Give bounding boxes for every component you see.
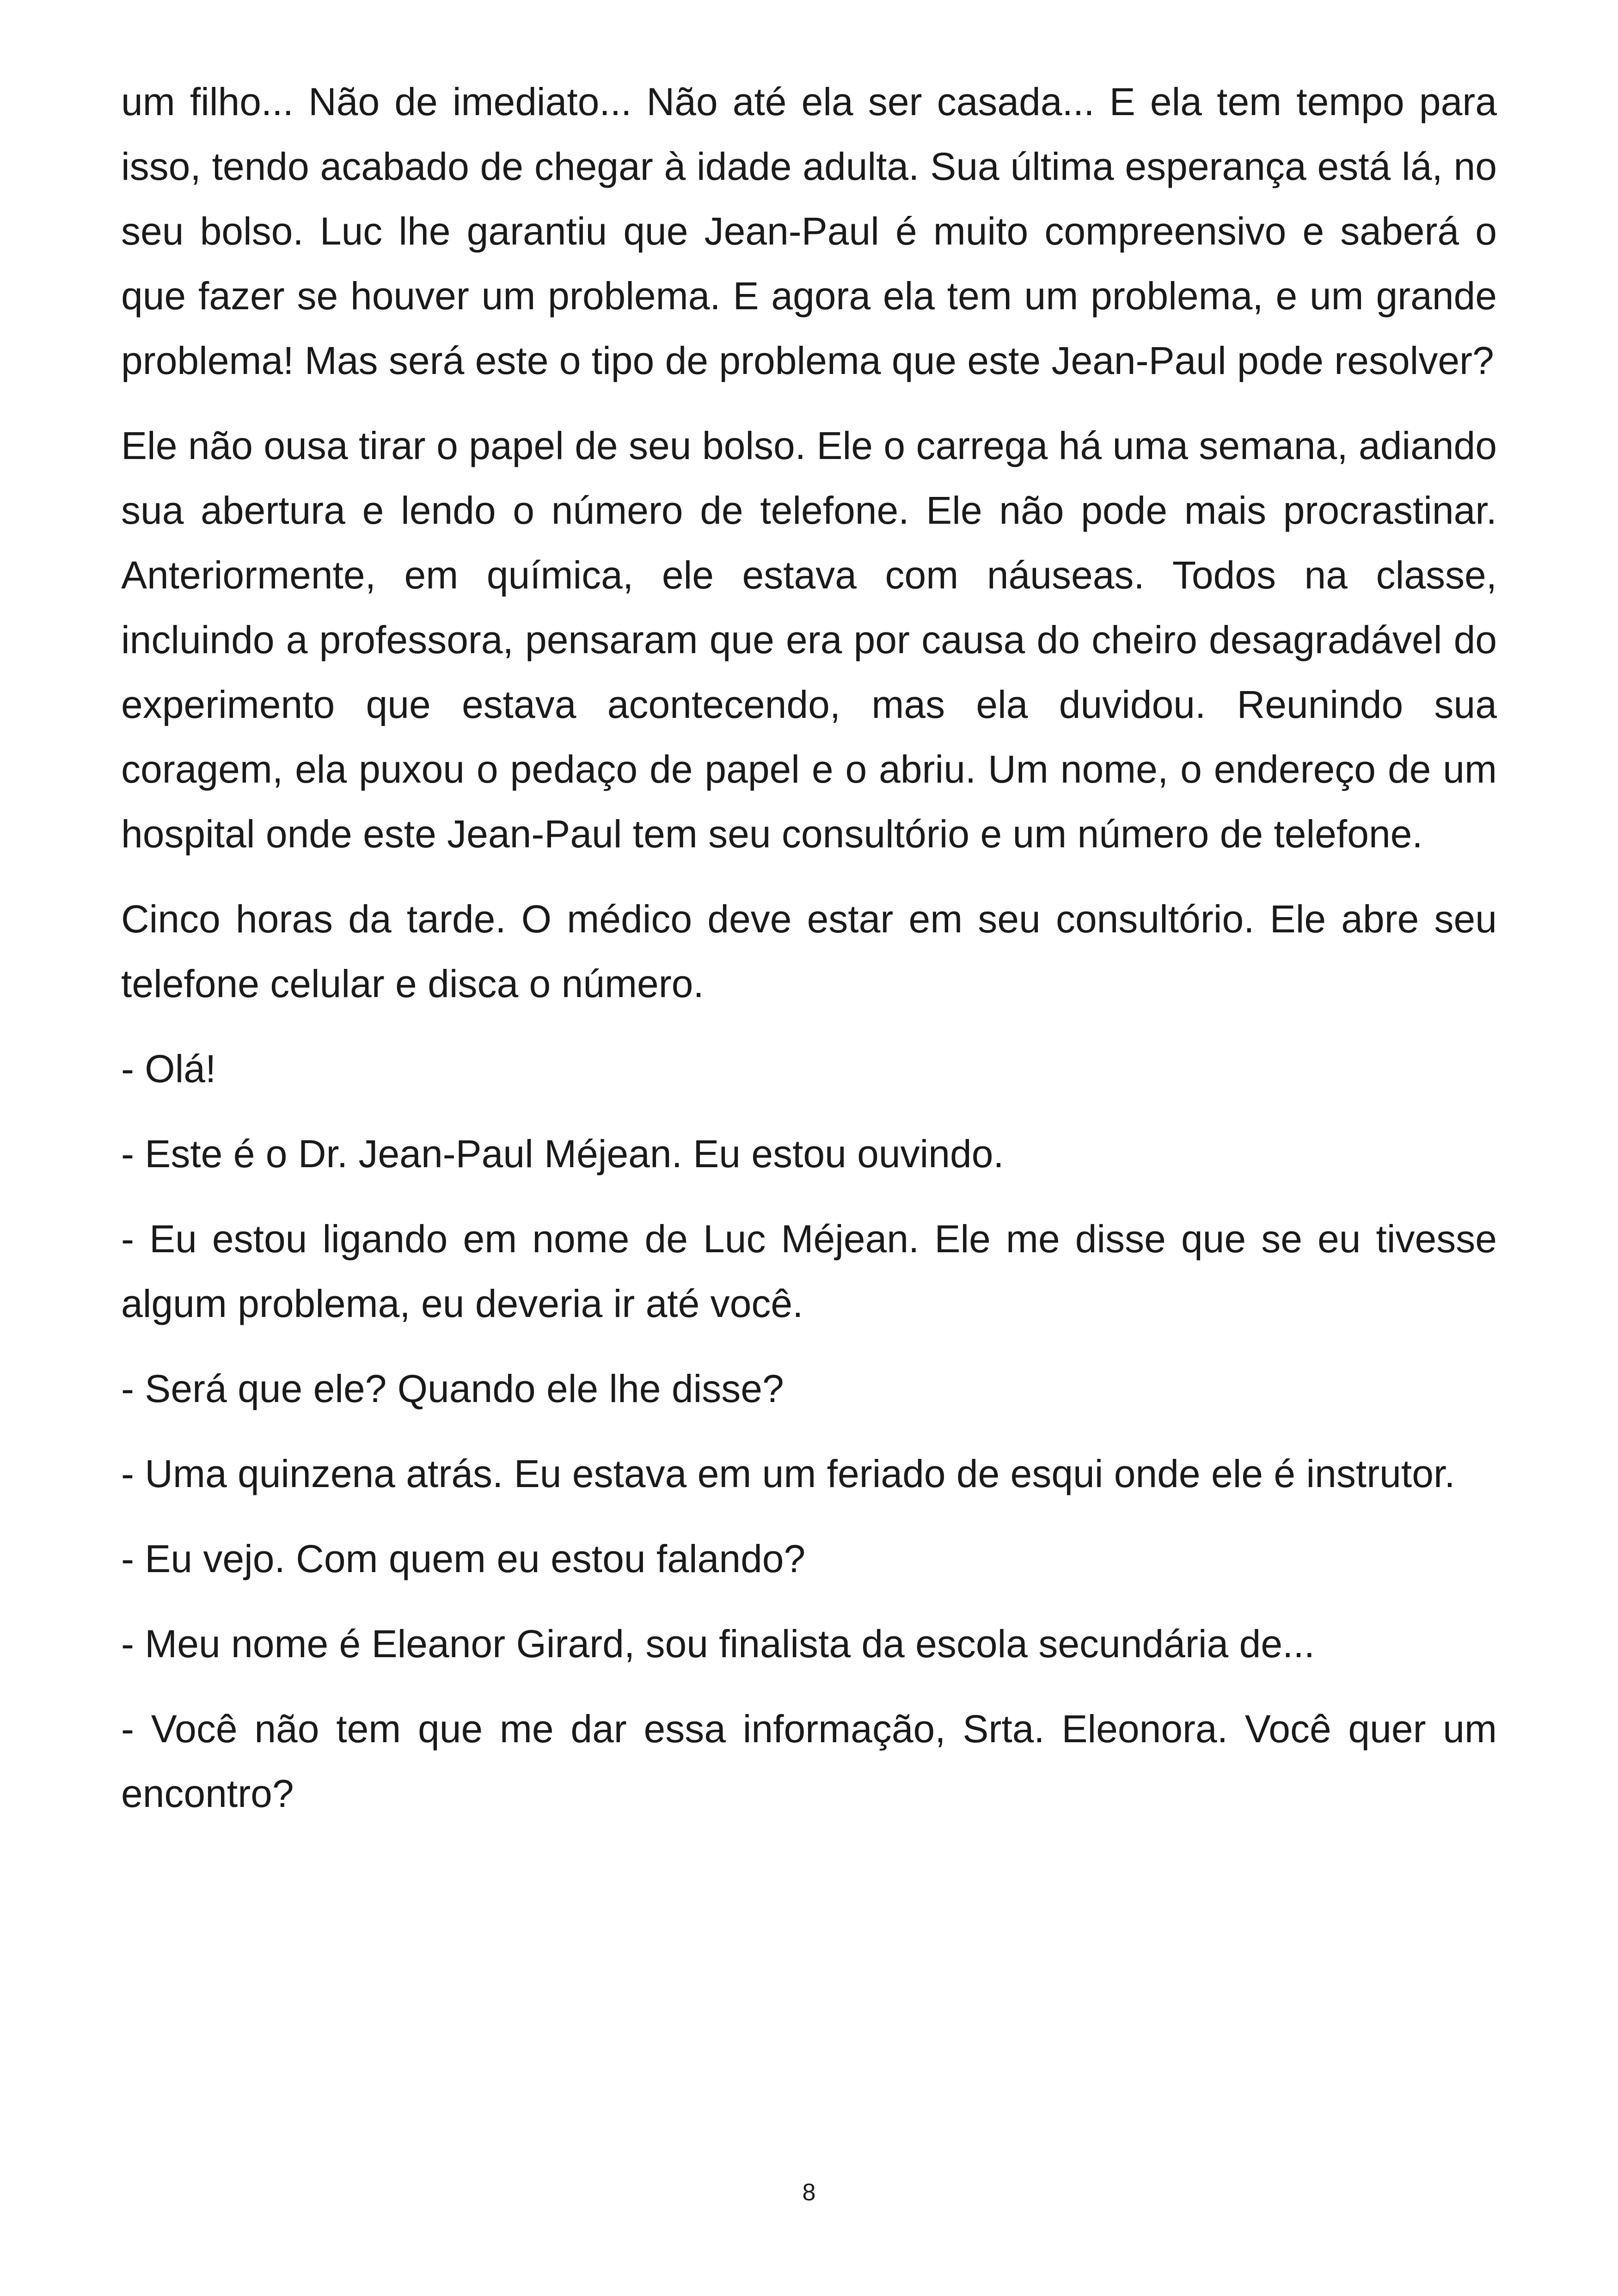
dialogue-line: - Meu nome é Eleanor Girard, sou finalista da escola secundária de... xyxy=(121,1622,1315,1665)
dialogue-line: - Olá! xyxy=(121,1047,216,1090)
dialogue-line: - Será que ele? Quando ele lhe disse? xyxy=(121,1367,784,1410)
paragraph: um filho... Não de imediato... Não até ela ser casada... E ela tem tempo para isso, tendo acabado de chegar à idade adulta. Sua última esperança está lá, no seu bolso. Luc lhe garantiu que Jean-Paul é muito compreensivo e saberá o que fazer se houver um problema. E agora ela tem um problema, e um grande problema! Mas será este o tipo de problema que este Jean-Paul pode resolver? xyxy=(121,80,1497,382)
paragraph: Cinco horas da tarde. O médico deve estar em seu consultório. Ele abre seu telefone celular e disca o número. xyxy=(121,897,1497,1005)
page-number: 8 xyxy=(802,2179,816,2206)
dialogue-line: - Uma quinzena atrás. Eu estava em um feriado de esqui onde ele é instrutor. xyxy=(121,1452,1455,1495)
dialogue-line: - Você não tem que me dar essa informação, Srta. Eleonora. Você quer um encontro? xyxy=(121,1707,1497,1815)
paragraph: Ele não ousa tirar o papel de seu bolso. Ele o carrega há uma semana, adiando sua abertura e lendo o número de telefone. Ele não pode mais procrastinar. Anteriormente, em química, ele estava com náuseas. Todos na classe, incluindo a professora, pensaram que era por causa do cheiro desagradável do experimento que estava acontecendo, mas ela duvidou. Reunindo sua coragem, ela puxou o pedaço de papel e o abriu. Um nome, o endereço de um hospital onde este Jean-Paul tem seu consultório e um número de telefone. xyxy=(121,424,1497,856)
dialogue-line: - Este é o Dr. Jean-Paul Méjean. Eu estou ouvindo. xyxy=(121,1132,1004,1176)
dialogue-line: - Eu vejo. Com quem eu estou falando? xyxy=(121,1537,806,1580)
dialogue-line: - Eu estou ligando em nome de Luc Méjean. Ele me disse que se eu tivesse algum problema, eu deveria ir até você. xyxy=(121,1217,1497,1325)
body-text xyxy=(121,69,1497,1846)
